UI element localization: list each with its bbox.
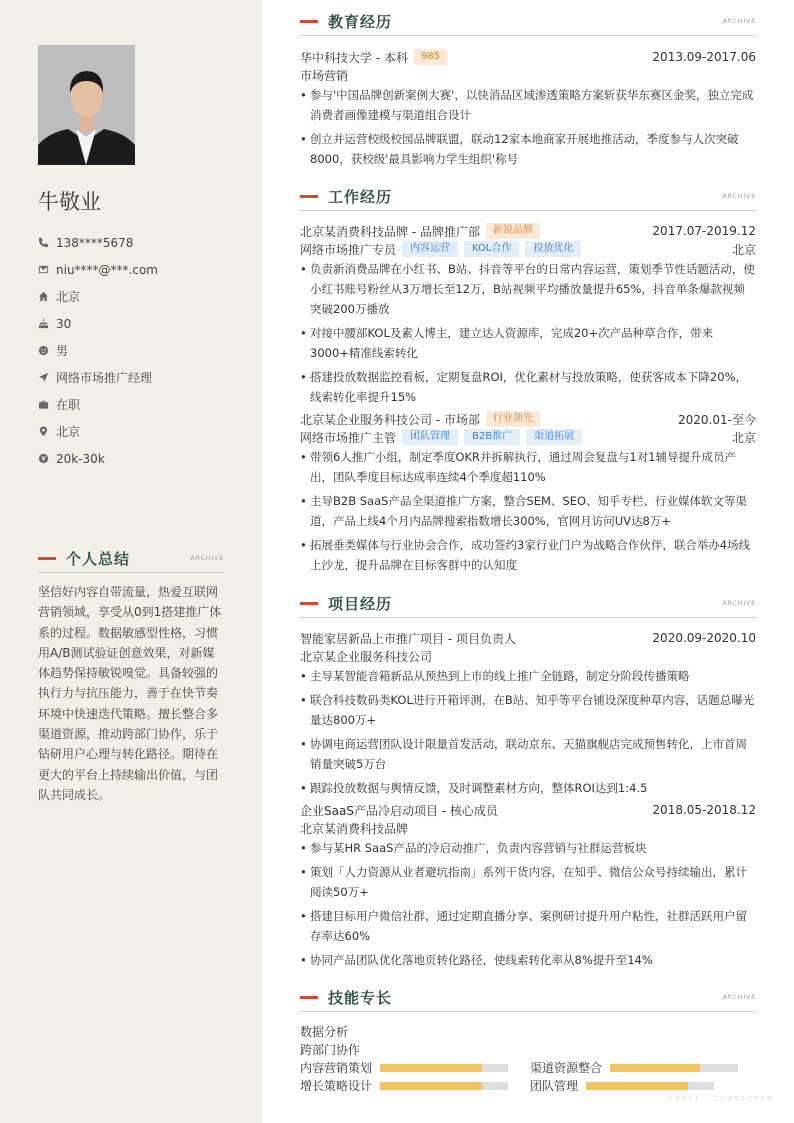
- skill-name: 团队管理: [530, 1079, 579, 1093]
- archive-label: ARCHIVE: [722, 993, 756, 1001]
- salary-icon: [38, 453, 56, 464]
- skill-tag: 投放优化: [525, 241, 581, 257]
- skill-tag: 内容运营: [402, 241, 458, 257]
- education-date: 2013.09-2017.06: [652, 50, 756, 64]
- list-item: • 跟踪投放数据与舆情反馈，及时调整素材方向，整体ROI达到1:4.5: [300, 778, 756, 798]
- send-icon: [38, 372, 56, 383]
- profile-photo: [38, 45, 135, 165]
- list-item: • 协同产品团队优化落地页转化路径，使线索转化率从8%提升至14%: [300, 950, 756, 970]
- mail-icon: [38, 264, 56, 275]
- project-date: 2018.05-2018.12: [652, 803, 756, 817]
- skills-header: [300, 983, 756, 1012]
- list-item: • 创立并运营校级校园品牌联盟，联动12家本地商家开展地推活动，季度参与人次突破8000，获校级'最具影响力学生组织'称号: [300, 129, 756, 169]
- project-name: 智能家居新品上市推广项目 - 项目负责人: [300, 631, 516, 646]
- project-bullets: [300, 666, 756, 798]
- major: 市场营销: [300, 68, 349, 83]
- skill-tag: KOL合作: [464, 241, 519, 257]
- skill-name: 内容营销策划: [300, 1061, 373, 1075]
- section-accent-bar: [300, 20, 318, 23]
- education-header: [300, 7, 756, 36]
- job-role: 网络市场推广专员: [300, 242, 397, 257]
- projects-title: 项目经历: [328, 594, 393, 613]
- list-item: • 带领6人推广小组，制定季度OKR并拆解执行，通过周会复盘与1对1辅导提升成员产出，团队季度目标达成率连续4个季度超110%: [300, 447, 756, 487]
- skill-tag: B2B推广: [464, 429, 520, 445]
- sidebar: [0, 0, 262, 1123]
- section-accent-bar: [300, 602, 318, 605]
- school-tag: 985: [414, 49, 447, 65]
- candidate-name: 牛敬业: [38, 190, 101, 214]
- section-accent-bar: [38, 557, 56, 560]
- watermark: CRAFT · CHARACTER: [668, 1095, 774, 1103]
- work-entry: [300, 410, 756, 579]
- company-name: 北京某消费科技品牌 - 品牌推广部: [300, 224, 480, 239]
- project-org: 北京某消费科技品牌: [300, 821, 409, 836]
- info-age: 30: [38, 310, 158, 337]
- info-email: niu****@***.com: [38, 256, 158, 283]
- project-name: 企业SaaS产品冷启动项目 - 核心成员: [300, 803, 498, 818]
- face-icon: [38, 345, 56, 356]
- company-name: 北京某企业服务科技公司 - 市场部: [300, 412, 480, 427]
- list-item: • 主导某智能音箱新品从预热到上市的线上推广全链路，制定分阶段传播策略: [300, 666, 756, 686]
- school-name: 华中科技大学 - 本科: [300, 50, 408, 65]
- skill-bar-fill: [380, 1064, 482, 1072]
- job-city: 北京: [731, 242, 756, 257]
- archive-label: ARCHIVE: [722, 599, 756, 607]
- list-item: • 搭建目标用户微信社群，通过定期直播分享、案例研讨提升用户粘性，社群活跃用户留存率达60%: [300, 906, 756, 946]
- skill-bar-fill: [586, 1082, 688, 1090]
- skill-bar: [610, 1064, 738, 1072]
- job-bullets: [300, 259, 756, 407]
- project-bullets: [300, 838, 756, 970]
- job-city: 北京: [731, 430, 756, 445]
- skills-title: 技能专长: [328, 988, 393, 1007]
- skill-bar: [380, 1082, 508, 1090]
- info-city: 北京: [38, 418, 158, 445]
- projects-header: [300, 589, 756, 618]
- skill-bar-fill: [380, 1082, 482, 1090]
- archive-label: ARCHIVE: [190, 554, 224, 562]
- list-item: • 对接中腰部KOL及素人博主，建立达人资源库，完成20+次产品种草合作，带来3000+精准线索转化: [300, 323, 756, 363]
- job-date: 2020.01-至今: [678, 412, 756, 427]
- project-entry: [300, 801, 756, 974]
- skill-bar: [380, 1064, 508, 1072]
- job-role: 网络市场推广主管: [300, 430, 397, 445]
- project-date: 2020.09-2020.10: [652, 631, 756, 645]
- education-title: 教育经历: [328, 12, 393, 31]
- company-tag: 行业领先: [486, 411, 540, 427]
- skill-tag: 团队管理: [402, 429, 458, 445]
- list-item: • 主导B2B SaaS产品全渠道推广方案，整合SEM、SEO、知乎专栏、行业媒体软文等渠道，产品上线4个月内品牌搜索指数增长300%，官网月访问UV达8万+: [300, 491, 756, 531]
- list-item: • 搭建投放数据监控看板，定期复盘ROI，优化素材与投放策略，使获客成本下降20%，线索转化率提升15%: [300, 367, 756, 407]
- info-target-position: 网络市场推广经理: [38, 364, 158, 391]
- section-accent-bar: [300, 996, 318, 999]
- job-date: 2017.07-2019.12: [652, 224, 756, 238]
- skill-bar-fill: [610, 1064, 700, 1072]
- home-icon: [38, 291, 56, 302]
- skill-name: 增长策略设计: [300, 1079, 373, 1093]
- archive-label: ARCHIVE: [722, 17, 756, 25]
- skill-bar: [586, 1082, 714, 1090]
- education-bullets: [300, 85, 756, 169]
- skill-name: 渠道资源整合: [530, 1061, 603, 1075]
- contact-info-list: [38, 229, 158, 472]
- info-address: 北京: [38, 283, 158, 310]
- info-status: 在职: [38, 391, 158, 418]
- list-item: • 联合科技数码类KOL进行开箱评测，在B站、知乎等平台铺设深度种草内容，话题总曝光量达800万+: [300, 690, 756, 730]
- job-bullets: [300, 447, 756, 575]
- work-title: 工作经历: [328, 187, 393, 206]
- cake-icon: [38, 318, 56, 329]
- section-accent-bar: [300, 195, 318, 198]
- briefcase-icon: [38, 399, 56, 410]
- education-entry: [300, 48, 756, 173]
- info-salary: 20k-30k: [38, 445, 158, 472]
- list-item: • 负责新消费品牌在小红书、B站、抖音等平台的日常内容运营，策划季节性话题活动，使小红书账号粉丝从3万增长至12万，B站视频平均播放量提升65%，抖音单条爆款视频突破200万播放: [300, 259, 756, 319]
- archive-label: ARCHIVE: [722, 192, 756, 200]
- project-org: 北京某企业服务科技公司: [300, 649, 433, 664]
- location-icon: [38, 426, 56, 437]
- phone-icon: [38, 237, 56, 248]
- project-entry: [300, 629, 756, 802]
- summary-title: 个人总结: [66, 549, 131, 568]
- list-item: • 参与某HR SaaS产品的冷启动推广，负责内容营销与社群运营板块: [300, 838, 756, 858]
- summary-text: 坚信好内容自带流量，热爱互联网营销领域，享受从0到1搭建推广体系的过程。数据敏感型性格，习惯用A/B测试验证创意效果，对新媒体趋势保持敏锐嗅觉。具备较强的执行力与抗压能力，善于在快节奏环境中快速迭代策略。擅长整合多渠道资源，推动跨部门协作，乐于钻研用户心理与转化路径。期待在更大的平台上持续输出价值，与团队共同成长。: [38, 585, 222, 802]
- company-tag: 新锐品牌: [486, 223, 540, 239]
- skill-tag: 渠道拓展: [526, 429, 582, 445]
- list-item: • 策划「人力资源从业者避坑指南」系列干货内容，在知乎、微信公众号持续输出，累计阅读50万+: [300, 862, 756, 902]
- summary-header: [38, 544, 224, 573]
- work-entry: [300, 222, 756, 411]
- list-item: • 参与'中国品牌创新案例大赛'，以快消品区域渗透策略方案斩获华东赛区金奖，独立完成消费者画像建模与渠道组合设计: [300, 85, 756, 125]
- skill-plain: 数据分析: [300, 1025, 349, 1039]
- info-gender: 男: [38, 337, 158, 364]
- list-item: • 拓展垂类媒体与行业协会合作，成功签约3家行业门户为战略合作伙伴，联合举办4场线上沙龙，提升品牌在目标客群中的认知度: [300, 535, 756, 575]
- skill-plain: 跨部门协作: [300, 1043, 361, 1057]
- list-item: • 协调电商运营团队设计限量首发活动，联动京东、天猫旗舰店完成预售转化，上市首周销量突破5万台: [300, 734, 756, 774]
- work-header: [300, 182, 756, 211]
- info-phone: 138****5678: [38, 229, 158, 256]
